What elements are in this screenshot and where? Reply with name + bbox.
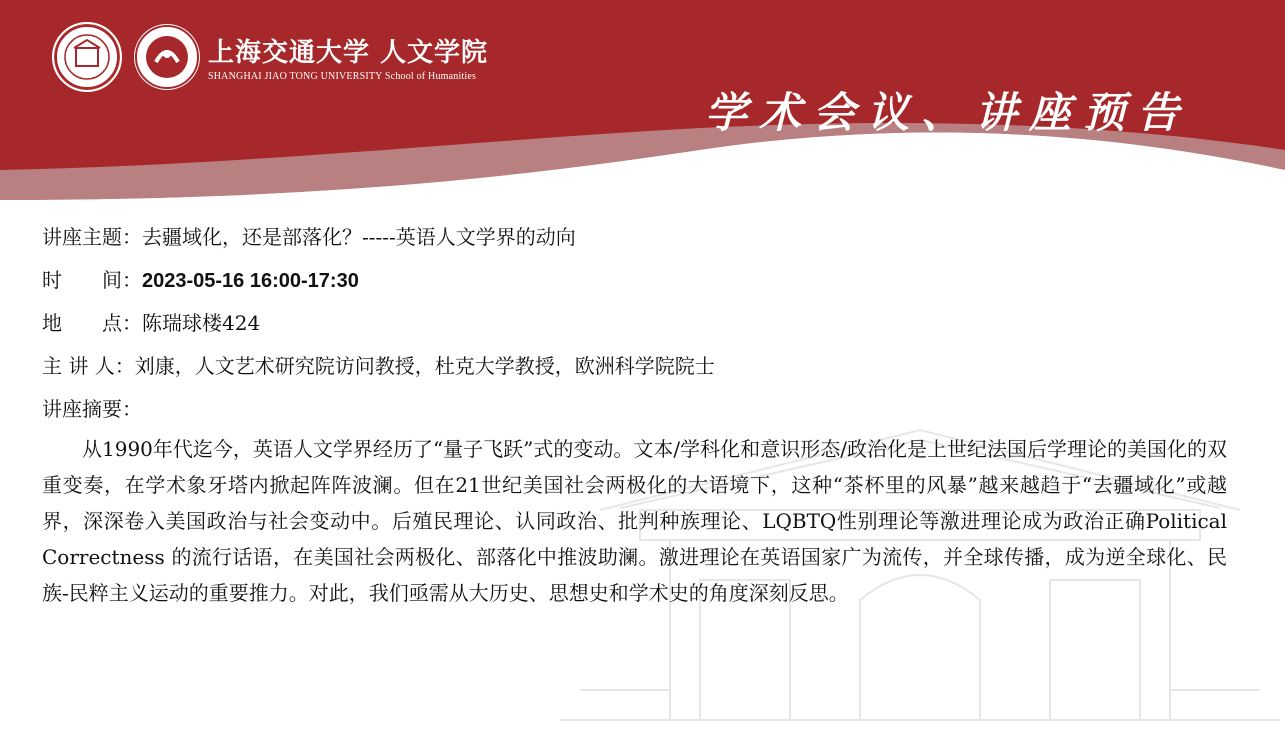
abstract-label-row bbox=[42, 388, 1262, 431]
topic-label: 讲座主题： bbox=[42, 225, 142, 249]
lecture-info bbox=[42, 216, 1262, 611]
university-seal-icon bbox=[52, 22, 122, 92]
speaker-label: 主 讲 人： bbox=[42, 354, 135, 378]
topic-row bbox=[42, 216, 1262, 259]
abstract-label: 讲座摘要： bbox=[42, 397, 142, 421]
abstract-text: 从1990年代迄今，英语人文学界经历了“量子飞跃”式的变动。文本/学科化和意识形态/政治化是上世纪法国后学理论的美国化的双重变奏，在学术象牙塔内掀起阵阵波澜。但在21世纪美国社会两极化的大语境下，这种“茶杯里的风暴”越来越趋于“去疆域化”或越界，深深卷入美国政治与社会变动中。后殖民理论、认同政治、批判种族理论、LQBTQ性别理论等激进理论成为政治正确Political Correctness 的流行话语，在美国社会两极化、部落化中推波助澜。激进理论在英语国家广为流传，并全球传播，成为逆全球化、民族-民粹主义运动的重要推力。对此，我们亟需从大历史、思想史和学术史的角度深刻反思。 bbox=[42, 437, 1227, 605]
page-title: 学术会议、讲座预告 bbox=[705, 88, 1192, 137]
speaker-value: 刘康，人文艺术研究院访问教授，杜克大学教授，欧洲科学院院士 bbox=[134, 354, 715, 378]
university-name-cn: 上海交通大学 人文学院 bbox=[208, 38, 489, 68]
speaker-row bbox=[42, 345, 1262, 388]
place-label: 地 点： bbox=[42, 311, 142, 335]
logo-block bbox=[52, 22, 488, 92]
time-row bbox=[42, 259, 1262, 302]
time-value: 2023-05-16 16:00-17:30 bbox=[142, 270, 359, 292]
place-row bbox=[42, 302, 1262, 345]
university-name bbox=[208, 32, 488, 82]
topic-value: 去疆域化，还是部落化？-----英语人文学界的动向 bbox=[142, 225, 576, 249]
university-name-en: SHANGHAI JIAO TONG UNIVERSITY School of Humanities bbox=[208, 71, 477, 82]
time-label: 时 间： bbox=[42, 268, 142, 292]
place-value: 陈瑞球楼424 bbox=[142, 311, 261, 335]
school-seal-icon bbox=[134, 24, 200, 90]
